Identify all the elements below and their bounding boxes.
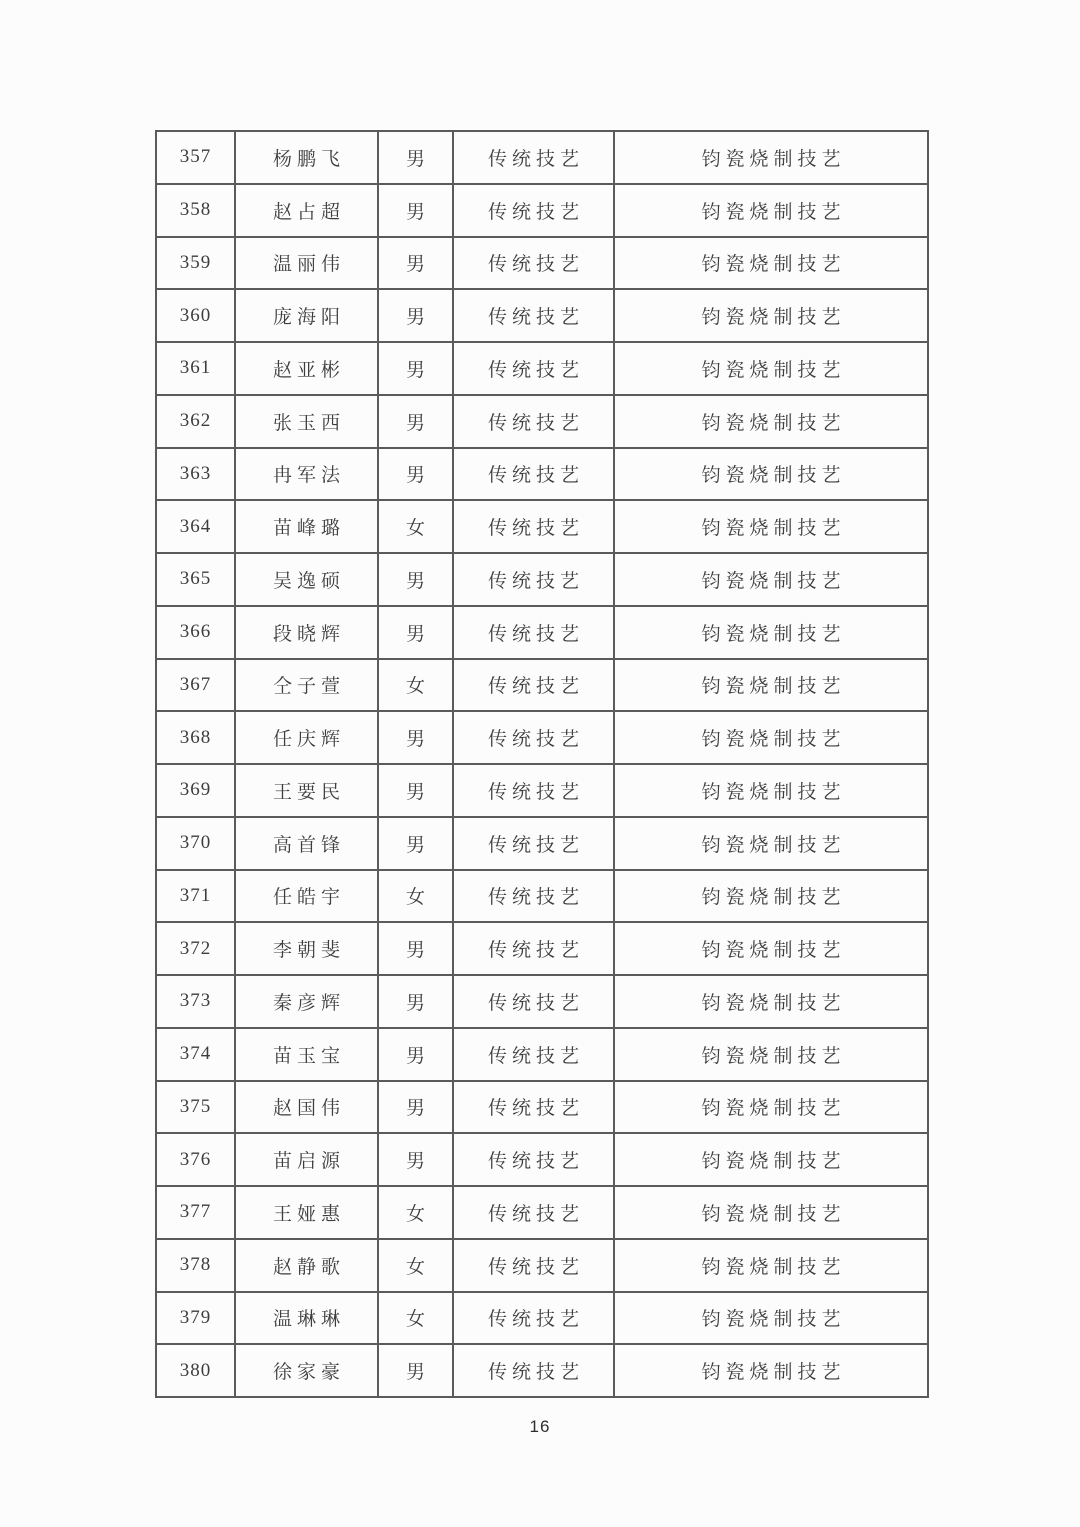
gender-cell: 男	[378, 1133, 453, 1186]
gender-cell: 男	[378, 131, 453, 184]
name-cell: 温丽伟	[235, 237, 378, 290]
name-cell: 任皓宇	[235, 870, 378, 923]
category-cell: 传统技艺	[453, 395, 614, 448]
project-cell: 钧瓷烧制技艺	[614, 448, 928, 501]
category-cell: 传统技艺	[453, 764, 614, 817]
row-number-cell: 373	[156, 975, 235, 1028]
project-cell: 钧瓷烧制技艺	[614, 922, 928, 975]
row-number-cell: 366	[156, 606, 235, 659]
row-number-cell: 375	[156, 1081, 235, 1134]
table-row	[156, 1028, 928, 1081]
category-cell: 传统技艺	[453, 817, 614, 870]
name-cell: 王要民	[235, 764, 378, 817]
name-cell: 仝子萱	[235, 659, 378, 712]
name-cell: 高首锋	[235, 817, 378, 870]
table-row	[156, 975, 928, 1028]
project-cell: 钧瓷烧制技艺	[614, 1292, 928, 1345]
table-row	[156, 870, 928, 923]
name-cell: 吴逸硕	[235, 553, 378, 606]
project-cell: 钧瓷烧制技艺	[614, 500, 928, 553]
category-cell: 传统技艺	[453, 1028, 614, 1081]
project-cell: 钧瓷烧制技艺	[614, 606, 928, 659]
gender-cell: 男	[378, 289, 453, 342]
row-number-cell: 358	[156, 184, 235, 237]
gender-cell: 男	[378, 395, 453, 448]
project-cell: 钧瓷烧制技艺	[614, 711, 928, 764]
project-cell: 钧瓷烧制技艺	[614, 289, 928, 342]
row-number-cell: 361	[156, 342, 235, 395]
name-cell: 王娅惠	[235, 1186, 378, 1239]
project-cell: 钧瓷烧制技艺	[614, 184, 928, 237]
gender-cell: 男	[378, 975, 453, 1028]
row-number-cell: 376	[156, 1133, 235, 1186]
gender-cell: 男	[378, 237, 453, 290]
name-cell: 赵静歌	[235, 1239, 378, 1292]
category-cell: 传统技艺	[453, 1133, 614, 1186]
category-cell: 传统技艺	[453, 711, 614, 764]
name-cell: 苗峰璐	[235, 500, 378, 553]
name-cell: 庞海阳	[235, 289, 378, 342]
table-row	[156, 606, 928, 659]
name-cell: 温琳琳	[235, 1292, 378, 1345]
category-cell: 传统技艺	[453, 184, 614, 237]
project-cell: 钧瓷烧制技艺	[614, 342, 928, 395]
table-row	[156, 553, 928, 606]
project-cell: 钧瓷烧制技艺	[614, 131, 928, 184]
project-cell: 钧瓷烧制技艺	[614, 1344, 928, 1397]
table-row	[156, 764, 928, 817]
project-cell: 钧瓷烧制技艺	[614, 870, 928, 923]
name-cell: 徐家豪	[235, 1344, 378, 1397]
project-cell: 钧瓷烧制技艺	[614, 237, 928, 290]
row-number-cell: 380	[156, 1344, 235, 1397]
gender-cell: 男	[378, 342, 453, 395]
gender-cell: 女	[378, 870, 453, 923]
row-number-cell: 377	[156, 1186, 235, 1239]
table-row	[156, 922, 928, 975]
table-row	[156, 500, 928, 553]
row-number-cell: 367	[156, 659, 235, 712]
project-cell: 钧瓷烧制技艺	[614, 1081, 928, 1134]
table-row	[156, 131, 928, 184]
row-number-cell: 371	[156, 870, 235, 923]
gender-cell: 男	[378, 1344, 453, 1397]
gender-cell: 男	[378, 184, 453, 237]
row-number-cell: 365	[156, 553, 235, 606]
category-cell: 传统技艺	[453, 975, 614, 1028]
table-row	[156, 1292, 928, 1345]
gender-cell: 女	[378, 1292, 453, 1345]
table-row	[156, 1186, 928, 1239]
category-cell: 传统技艺	[453, 1186, 614, 1239]
project-cell: 钧瓷烧制技艺	[614, 1239, 928, 1292]
gender-cell: 女	[378, 1239, 453, 1292]
roster-table-body	[156, 131, 928, 1397]
table-row	[156, 659, 928, 712]
name-cell: 李朝斐	[235, 922, 378, 975]
category-cell: 传统技艺	[453, 870, 614, 923]
row-number-cell: 369	[156, 764, 235, 817]
table-row	[156, 711, 928, 764]
category-cell: 传统技艺	[453, 237, 614, 290]
name-cell: 任庆辉	[235, 711, 378, 764]
row-number-cell: 357	[156, 131, 235, 184]
project-cell: 钧瓷烧制技艺	[614, 817, 928, 870]
category-cell: 传统技艺	[453, 500, 614, 553]
table-row	[156, 289, 928, 342]
row-number-cell: 379	[156, 1292, 235, 1345]
project-cell: 钧瓷烧制技艺	[614, 1028, 928, 1081]
gender-cell: 男	[378, 448, 453, 501]
table-row	[156, 1081, 928, 1134]
row-number-cell: 372	[156, 922, 235, 975]
row-number-cell: 374	[156, 1028, 235, 1081]
category-cell: 传统技艺	[453, 659, 614, 712]
category-cell: 传统技艺	[453, 342, 614, 395]
row-number-cell: 378	[156, 1239, 235, 1292]
project-cell: 钧瓷烧制技艺	[614, 975, 928, 1028]
row-number-cell: 360	[156, 289, 235, 342]
gender-cell: 男	[378, 764, 453, 817]
table-row	[156, 1133, 928, 1186]
name-cell: 苗启源	[235, 1133, 378, 1186]
gender-cell: 女	[378, 500, 453, 553]
gender-cell: 男	[378, 817, 453, 870]
category-cell: 传统技艺	[453, 131, 614, 184]
table-row	[156, 184, 928, 237]
page-number: 16	[529, 1417, 551, 1436]
category-cell: 传统技艺	[453, 1239, 614, 1292]
category-cell: 传统技艺	[453, 1081, 614, 1134]
project-cell: 钧瓷烧制技艺	[614, 1133, 928, 1186]
gender-cell: 男	[378, 553, 453, 606]
gender-cell: 男	[378, 922, 453, 975]
row-number-cell: 362	[156, 395, 235, 448]
name-cell: 赵国伟	[235, 1081, 378, 1134]
category-cell: 传统技艺	[453, 922, 614, 975]
category-cell: 传统技艺	[453, 553, 614, 606]
gender-cell: 男	[378, 1028, 453, 1081]
table-row	[156, 342, 928, 395]
category-cell: 传统技艺	[453, 289, 614, 342]
name-cell: 冉军法	[235, 448, 378, 501]
gender-cell: 男	[378, 606, 453, 659]
gender-cell: 女	[378, 659, 453, 712]
row-number-cell: 359	[156, 237, 235, 290]
table-row	[156, 1239, 928, 1292]
category-cell: 传统技艺	[453, 448, 614, 501]
name-cell: 杨鹏飞	[235, 131, 378, 184]
category-cell: 传统技艺	[453, 606, 614, 659]
project-cell: 钧瓷烧制技艺	[614, 659, 928, 712]
project-cell: 钧瓷烧制技艺	[614, 553, 928, 606]
table-row	[156, 817, 928, 870]
row-number-cell: 368	[156, 711, 235, 764]
table-row	[156, 1344, 928, 1397]
row-number-cell: 370	[156, 817, 235, 870]
table-row	[156, 395, 928, 448]
category-cell: 传统技艺	[453, 1292, 614, 1345]
row-number-cell: 364	[156, 500, 235, 553]
row-number-cell: 363	[156, 448, 235, 501]
name-cell: 段晓辉	[235, 606, 378, 659]
project-cell: 钧瓷烧制技艺	[614, 1186, 928, 1239]
name-cell: 秦彦辉	[235, 975, 378, 1028]
name-cell: 赵亚彬	[235, 342, 378, 395]
project-cell: 钧瓷烧制技艺	[614, 395, 928, 448]
name-cell: 赵占超	[235, 184, 378, 237]
roster-table	[155, 130, 929, 1398]
category-cell: 传统技艺	[453, 1344, 614, 1397]
gender-cell: 女	[378, 1186, 453, 1239]
gender-cell: 男	[378, 1081, 453, 1134]
table-row	[156, 237, 928, 290]
project-cell: 钧瓷烧制技艺	[614, 764, 928, 817]
name-cell: 张玉西	[235, 395, 378, 448]
name-cell: 苗玉宝	[235, 1028, 378, 1081]
gender-cell: 男	[378, 711, 453, 764]
table-row	[156, 448, 928, 501]
